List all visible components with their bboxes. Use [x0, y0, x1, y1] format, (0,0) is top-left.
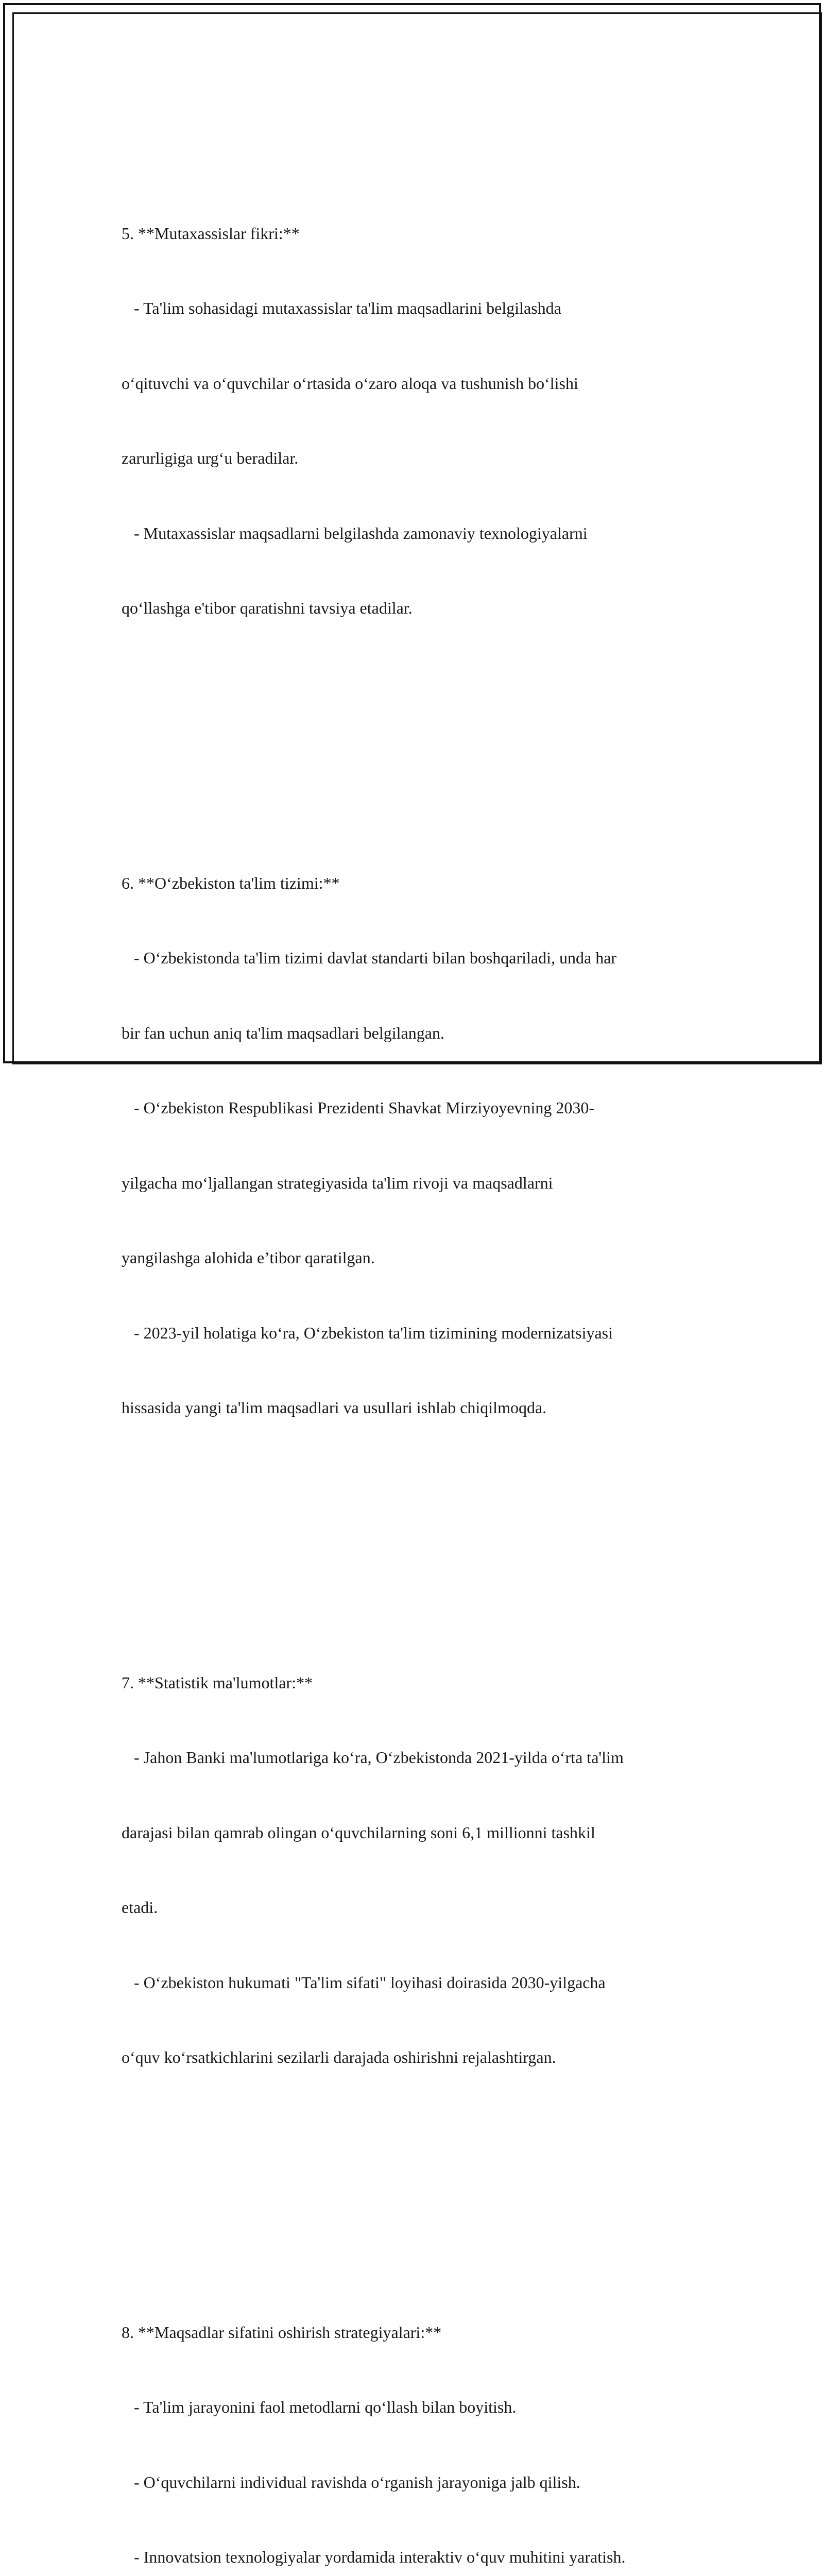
text-line: etadi. — [122, 1895, 729, 1920]
section-8 — [122, 2270, 729, 2576]
text-line: - 2023-yil holatiga ko‘ra, O‘zbekiston ta'lim tizimining modernizatsiyasi — [122, 1320, 729, 1346]
text-line: - O‘quvchilarni individual ravishda o‘rganish jarayoniga jalb qilish. — [122, 2470, 729, 2495]
text-line: yilgacha mo‘ljallangan strategiyasida ta'lim rivoji va maqsadlarni — [122, 1171, 729, 1196]
text-line: yangilashga alohida e’tibor qaratilgan. — [122, 1245, 729, 1270]
text-line: - Innovatsion texnologiyalar yordamida interaktiv o‘quv muhitini yaratish. — [122, 2545, 729, 2570]
text-line: - Ta'lim jarayonini faol metodlarni qo‘llash bilan boyitish. — [122, 2395, 729, 2420]
paragraph-gap — [122, 2170, 729, 2195]
section-7 — [122, 1620, 729, 2120]
text-line: o‘qituvchi va o‘quvchilar o‘rtasida o‘zaro aloqa va tushunish bo‘lishi — [122, 371, 729, 396]
text-line: qo‘llashga e'tibor qaratishni tavsiya etadilar. — [122, 596, 729, 621]
paragraph-gap — [122, 1520, 729, 1546]
section-6 — [122, 821, 729, 1470]
section-heading: 6. **O‘zbekiston ta'lim tizimi:** — [122, 871, 729, 896]
section-heading: 5. **Mutaxassislar fikri:** — [122, 221, 729, 246]
text-line: - O‘zbekiston hukumati "Ta'lim sifati" loyihasi doirasida 2030-yilgacha — [122, 1970, 729, 1995]
text-line: - O‘zbekistonda ta'lim tizimi davlat standarti bilan boshqariladi, unda har — [122, 945, 729, 971]
text-line: - O‘zbekiston Respublikasi Prezidenti Shavkat Mirziyoyevning 2030- — [122, 1095, 729, 1121]
section-heading: 7. **Statistik ma'lumotlar:** — [122, 1670, 729, 1696]
text-line: hissasida yangi ta'lim maqsadlari va usullari ishlab chiqilmoqda. — [122, 1395, 729, 1420]
text-line: - Jahon Banki ma'lumotlariga ko‘ra, O‘zbekistonda 2021-yilda o‘rta ta'lim — [122, 1745, 729, 1770]
paragraph-gap — [122, 721, 729, 746]
document-body — [122, 96, 729, 2576]
text-line: o‘quv ko‘rsatkichlarini sezilarli darajada oshirishni rejalashtirgan. — [122, 2045, 729, 2070]
text-line: darajasi bilan qamrab olingan o‘quvchilarning soni 6,1 millionni tashkil — [122, 1820, 729, 1845]
section-heading: 8. **Maqsadlar sifatini oshirish strategiyalari:** — [122, 2320, 729, 2345]
text-line: bir fan uchun aniq ta'lim maqsadlari belgilangan. — [122, 1021, 729, 1046]
section-5 — [122, 171, 729, 671]
text-line: - Ta'lim sohasidagi mutaxassislar ta'lim maqsadlarini belgilashda — [122, 296, 729, 321]
text-line: zarurligiga urg‘u beradilar. — [122, 446, 729, 471]
text-line: - Mutaxassislar maqsadlarni belgilashda zamonaviy texnologiyalarni — [122, 521, 729, 546]
